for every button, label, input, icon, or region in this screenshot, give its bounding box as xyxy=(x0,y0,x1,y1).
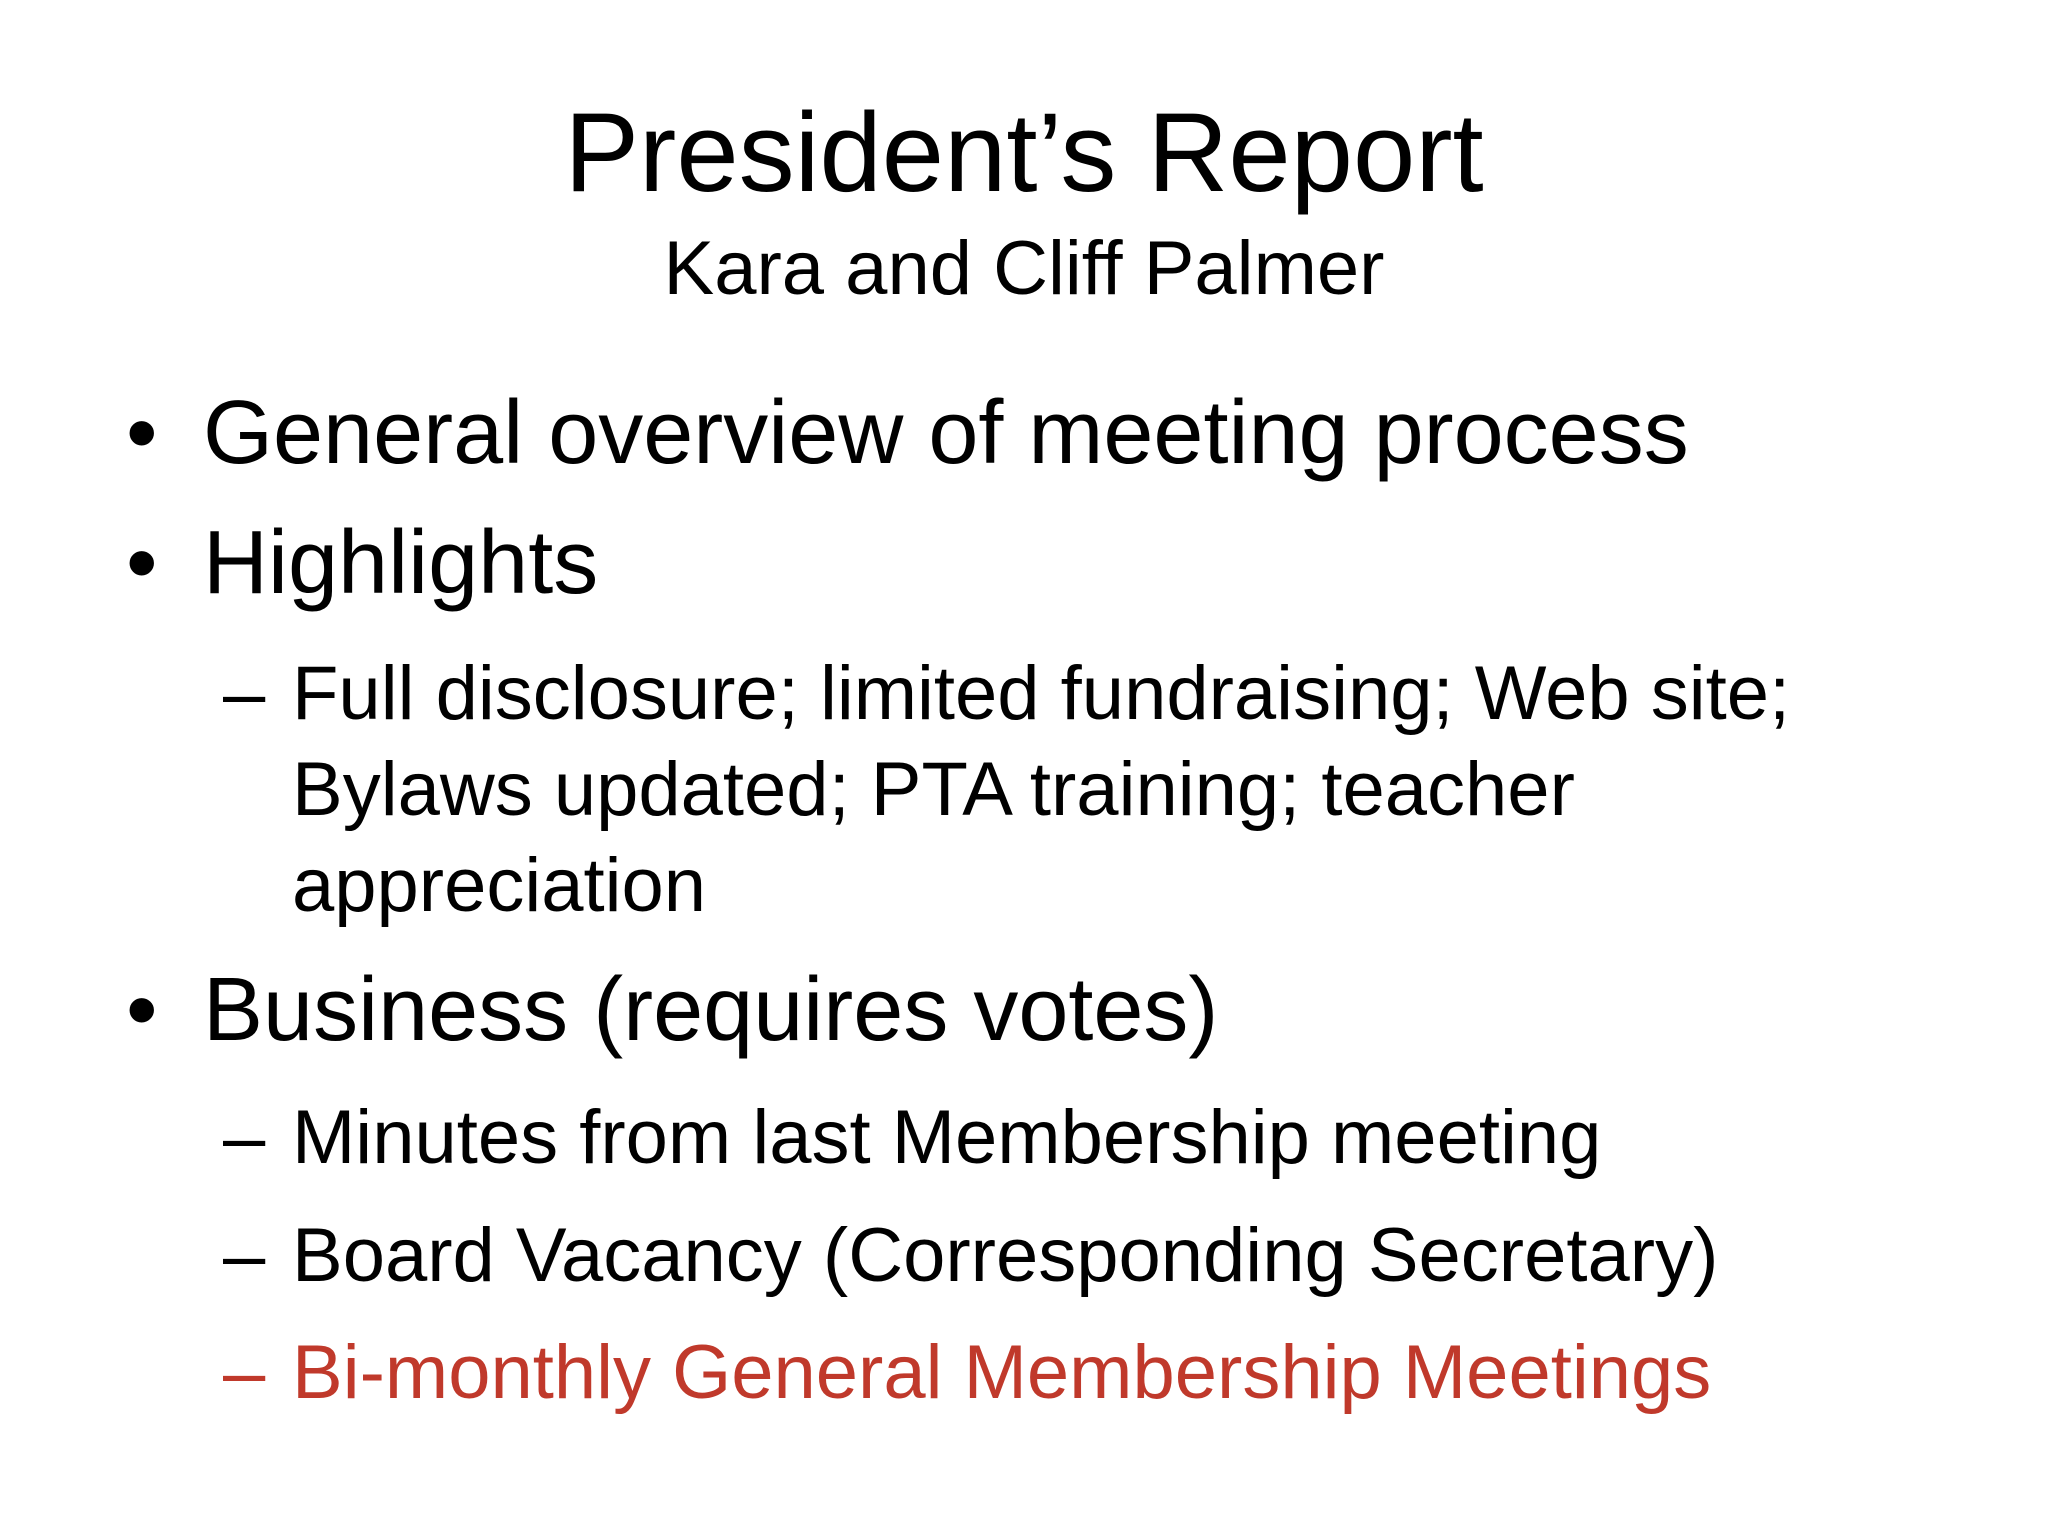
sub-bullet-text: Minutes from last Membership meeting xyxy=(292,1095,1602,1180)
sub-bullet-text: Full disclosure; limited fundraising; Web site; Bylaws updated; PTA training; teacher appreciation xyxy=(292,651,1791,928)
bullet-text: Highlights xyxy=(203,513,599,613)
slide-subtitle: Kara and Cliff Palmer xyxy=(663,226,1385,311)
sub-bullet-text: Board Vacancy (Corresponding Secretary) xyxy=(292,1213,1719,1298)
dash-icon: – xyxy=(223,651,266,736)
bullet-text: Business (requires votes) xyxy=(203,960,1219,1060)
dash-icon: – xyxy=(223,1330,266,1415)
bullet-icon: • xyxy=(126,960,158,1060)
sub-bullet-text: Bi-monthly General Membership Meetings xyxy=(292,1330,1712,1415)
bullet-icon: • xyxy=(126,383,158,483)
slide-title: President’s Report xyxy=(564,90,1484,215)
dash-icon: – xyxy=(223,1095,266,1180)
dash-icon: – xyxy=(223,1213,266,1298)
bullet-text: General overview of meeting process xyxy=(203,383,1689,483)
bullet-icon: • xyxy=(126,513,158,613)
